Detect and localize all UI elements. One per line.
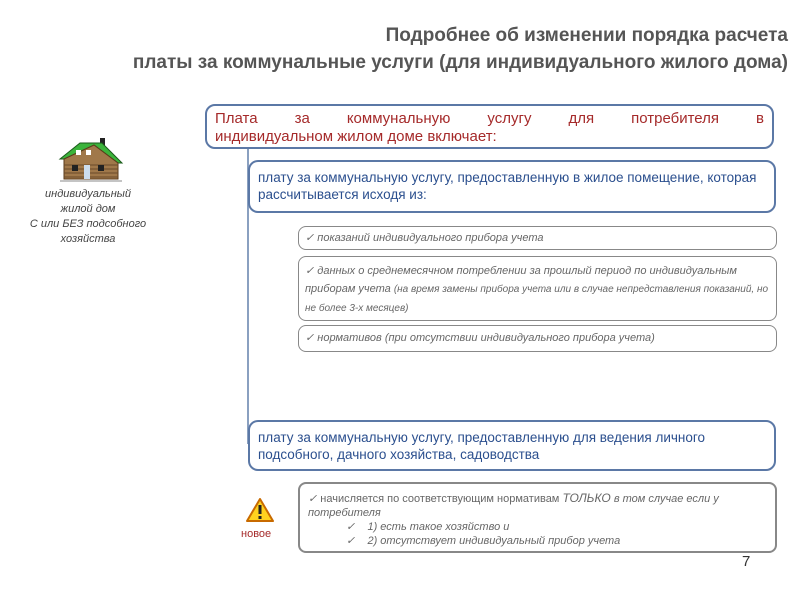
check-icon: ✓ [305, 232, 315, 244]
check-icon: ✓ [308, 493, 318, 505]
caption-line: хозяйства [60, 233, 116, 245]
item-text: показаний индивидуального прибора учета [317, 232, 544, 244]
check-icon: ✓ [305, 332, 315, 344]
title-line-2: платы за коммунальные услуги (для индивидуального жилого дома) [132, 52, 788, 73]
check-icon: ✓ [305, 265, 315, 277]
rule-text-cont: в том случае если у потребителя [308, 493, 719, 519]
item-note: (на время замены прибора учета или в случае непредставления показаний, но не более 3-х месяцев) [305, 284, 769, 314]
condition-1: 1) есть такое хозяйство и [367, 521, 510, 533]
new-rule-box [298, 482, 777, 553]
item-meter-readings [298, 226, 777, 250]
page-number: 7 [742, 553, 751, 570]
item-text: данных о среднемесячном потреблении за прошлый период по индивидуальным приборам учета [305, 265, 737, 295]
household-text: плату за коммунальную услугу, предоставленную для ведения личного подсобного, дачного хозяйства, садоводства [258, 430, 705, 462]
residential-text: плату за коммунальную услугу, предоставленную в жилое помещение, которая рассчитывается исходя из: [258, 170, 757, 202]
check-icon: ✓ [346, 521, 356, 533]
rule-emphasis: ТОЛЬКО [562, 491, 611, 505]
item-text: нормативов [317, 332, 382, 344]
warning-icon [245, 497, 275, 523]
item-norms [298, 325, 777, 352]
household-box [248, 420, 776, 471]
caption-line: индивидуальный [45, 188, 131, 200]
main-box [205, 104, 774, 149]
house-icon [58, 135, 124, 185]
caption-line: С или БЕЗ подсобного [29, 218, 147, 230]
caption-line: жилой дом [60, 203, 116, 215]
main-box-line-2: индивидуальном жилом доме включает: [215, 128, 497, 145]
item-average-consumption [298, 256, 777, 321]
page-title [133, 22, 788, 76]
new-badge: новое [241, 528, 272, 540]
condition-2: 2) отсутствует индивидуальный прибор учета [367, 535, 621, 547]
house-caption [8, 187, 168, 247]
title-line-1: Подробнее об изменении порядка расчета [385, 25, 788, 46]
residential-box [248, 160, 776, 213]
item-note: (при отсутствии индивидуального прибора учета) [384, 332, 655, 344]
main-box-line-1: Плата за коммунальную услугу для потребителя в [215, 110, 764, 127]
rule-text: начисляется по соответствующим нормативам [320, 493, 560, 505]
check-icon: ✓ [346, 535, 356, 547]
